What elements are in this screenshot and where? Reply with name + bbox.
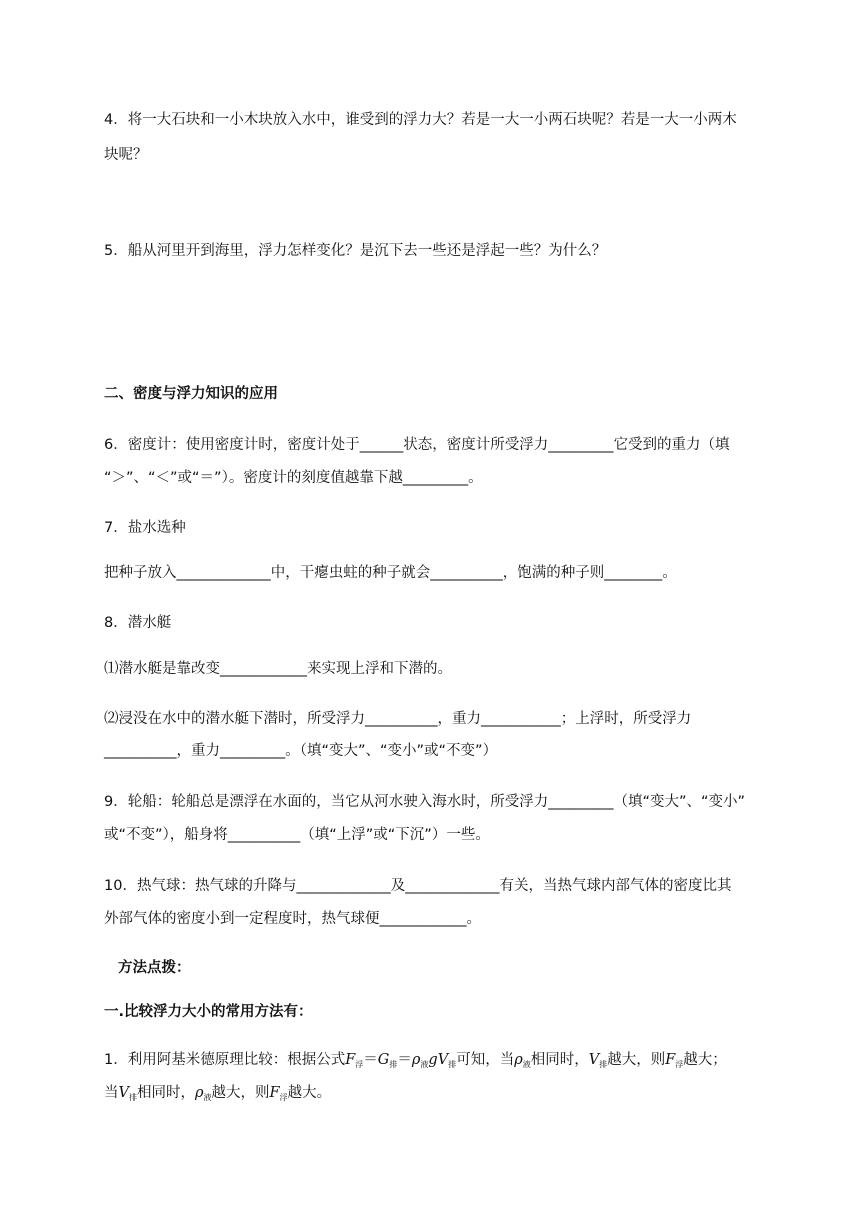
sub-pai-3: 排: [599, 1060, 608, 1069]
sub-ye-3: 液: [203, 1093, 212, 1102]
rho-3: ρ: [194, 1085, 204, 1101]
q8-part-2-line-2: __________，重力_________。（填“变大”、“变小”或“不变”）: [104, 743, 498, 759]
rho-2: ρ: [514, 1052, 523, 1068]
q7-line-1: 把种子放入_____________中，干瘪虫蛀的种子就会__________，饱满的种子则________。: [104, 565, 677, 581]
formula-eq-2: ＝: [397, 1052, 412, 1068]
method-1-text-c: 相同时，: [530, 1052, 589, 1068]
formula-g: g: [428, 1052, 438, 1068]
method-1-text-d: 越大，则: [607, 1052, 666, 1068]
q10-line-1: 10．热气球：热气球的升降与_____________及_____________有关，当热气球内部气体的密度比其: [104, 878, 732, 894]
formula-f: F: [345, 1052, 356, 1068]
f-2: F: [665, 1052, 676, 1068]
method-1-text-b: 可知，当: [456, 1052, 515, 1068]
method-1-text-e: 越大；: [683, 1052, 727, 1068]
methods-label: 方法点拨：: [118, 960, 191, 976]
sub-fu: 浮: [355, 1060, 364, 1069]
formula-rho: ρ: [411, 1052, 421, 1068]
method-1-l2a: 当: [104, 1085, 119, 1101]
sub-ye: 液: [420, 1060, 429, 1069]
q7-title: 7．盐水选种: [104, 520, 186, 536]
method-1-line-1: [104, 1050, 727, 1075]
sub-fu-3: 浮: [279, 1093, 288, 1102]
method-1-l2c: 越大，则: [211, 1085, 270, 1101]
f-3: F: [269, 1085, 280, 1101]
formula-g-weight: G: [377, 1052, 390, 1068]
q5-line: 5．船从河里开到海里，浮力怎样变化？是沉下去一些还是浮起一些？为什么？: [104, 243, 607, 259]
q8-part-2-line-1: ⑵浸没在水中的潜水艇下潜时，所受浮力__________，重力___________；上浮时，所受浮力: [104, 711, 692, 727]
method-1-line-2: [104, 1083, 331, 1108]
q4-line-1: 4．将一大石块和一小木块放入水中，谁受到的浮力大？若是一大一小两石块呢？若是一大一小两木: [104, 112, 737, 128]
q6-line-1: 6．密度计：使用密度计时，密度计处于______状态，密度计所受浮力_________它受到的重力（填: [104, 437, 730, 453]
v-2: V: [588, 1052, 600, 1068]
sub-pai-4: 排: [128, 1093, 137, 1102]
q8-title: 8．潜水艇: [104, 615, 172, 631]
formula-eq-1: ＝: [363, 1052, 378, 1068]
q4-line-2: 块呢？: [104, 147, 148, 163]
q6-line-2: “＞”、“＜”或“＝”）。密度计的刻度值越靠下越_________。: [104, 470, 483, 486]
q10-line-2: 外部气体的密度小到一定程度时，热气球便____________。: [104, 911, 481, 927]
method-1-intro: 1．利用阿基米德原理比较：根据公式: [104, 1052, 346, 1068]
sub-fu-2: 浮: [675, 1060, 684, 1069]
sub-ye-2: 液: [522, 1060, 531, 1069]
sub-pai: 排: [389, 1060, 398, 1069]
method-1-l2b: 相同时，: [136, 1085, 195, 1101]
q9-line-2: 或“不变”），船身将__________（填“上浮”或“下沉”）一些。: [104, 827, 490, 843]
formula-v: V: [437, 1052, 449, 1068]
sub-pai-2: 排: [448, 1060, 457, 1069]
section2-title: 二、密度与浮力知识的应用: [104, 386, 278, 402]
method-1-l2d: 越大。: [287, 1085, 332, 1101]
methods-title: 一.比较浮力大小的常用方法有：: [104, 1004, 313, 1020]
q8-part-1: ⑴潜水艇是靠改变____________来实现上浮和下潜的。: [104, 661, 452, 677]
v-3: V: [118, 1085, 129, 1101]
q9-line-1: 9．轮船：轮船总是漂浮在水面的，当它从河水驶入海水时，所受浮力_________（填“变大”、“变小”: [104, 794, 746, 810]
